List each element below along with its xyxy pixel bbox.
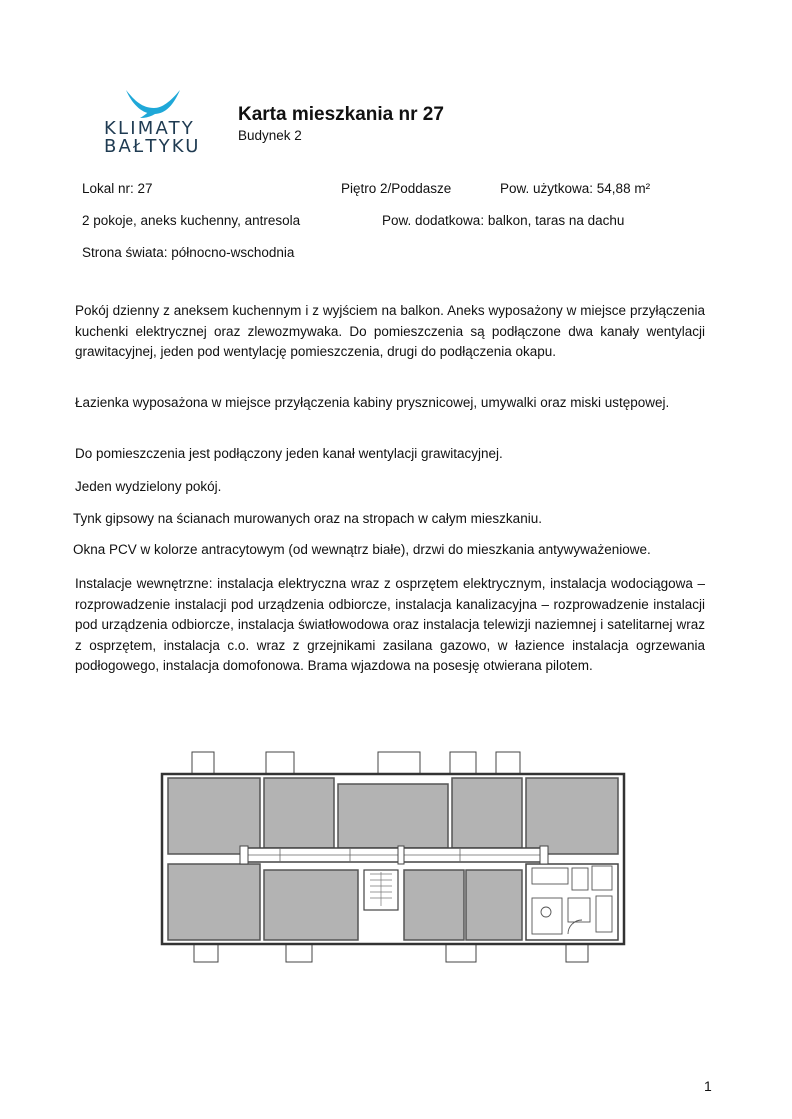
logo	[100, 86, 212, 158]
floor-plan	[160, 748, 628, 968]
paragraph-living-room: Pokój dzienny z aneksem kuchennym i z wyjściem na balkon. Aneks wyposażony w miejsce przyłączenia kuchenki elektrycznej oraz zlewozmywaka. Do pomieszczenia są podłączone dwa kanały wentylacji grawitacyjnej, jeden pod wentylację pomieszczenia, drugi do podłączenia okapu.	[75, 303, 705, 359]
additional-area: Pow. dodatkowa: balkon, taras na dachu	[382, 213, 625, 228]
paragraph-bathroom: Łazienka wyposażona w miejsce przyłączenia kabiny prysznicowej, umywalki oraz miski ustępowej.	[75, 395, 670, 410]
wave-logo-icon	[100, 86, 212, 122]
page-title: Karta mieszkania nr 27	[238, 104, 444, 125]
lokal-number: Lokal nr: 27	[82, 181, 153, 196]
floor-info: Piętro 2/Poddasze	[341, 181, 452, 196]
page-number: 1	[704, 1078, 712, 1094]
paragraph-ventilation: Do pomieszczenia jest podłączony jeden kanał wentylacji grawitacyjnej.	[75, 446, 503, 461]
page-subtitle: Budynek 2	[238, 128, 302, 143]
rooms-info: 2 pokoje, aneks kuchenny, antresola	[82, 213, 301, 228]
paragraph-room: Jeden wydzielony pokój.	[75, 479, 222, 494]
logo-text-line2: BAŁTYKU	[104, 136, 201, 157]
orientation-info: Strona świata: północno-wschodnia	[82, 245, 295, 260]
logo-text-line1: KLIMATY	[104, 118, 195, 139]
paragraph-windows: Okna PCV w kolorze antracytowym (od wewnątrz białe), drzwi do mieszkania antywyważeniowe.	[73, 542, 651, 557]
paragraph-plaster: Tynk gipsowy na ścianach murowanych oraz na stropach w całym mieszkaniu.	[73, 511, 542, 526]
paragraph-installations: Instalacje wewnętrzne: instalacja elektryczna wraz z osprzętem elektrycznym, instalacja wodociągowa – rozprowadzenie instalacji pod urządzenia odbiorcze, instalacja kanalizacyjna – rozprowadzenie instalacji pod urządzenia odbiorcze, instalacja światłowodowa oraz instalacja telewizji naziemnej i satelitarnej wraz z osprzętem, instalacja c.o. wraz z grzejnikami zasilana gazowo, w łazience instalacja ogrzewania podłogowego, instalacja domofonowa. Brama wjazdowa na posesję otwierana pilotem.	[75, 576, 705, 673]
usable-area: Pow. użytkowa: 54,88 m²	[500, 181, 651, 196]
